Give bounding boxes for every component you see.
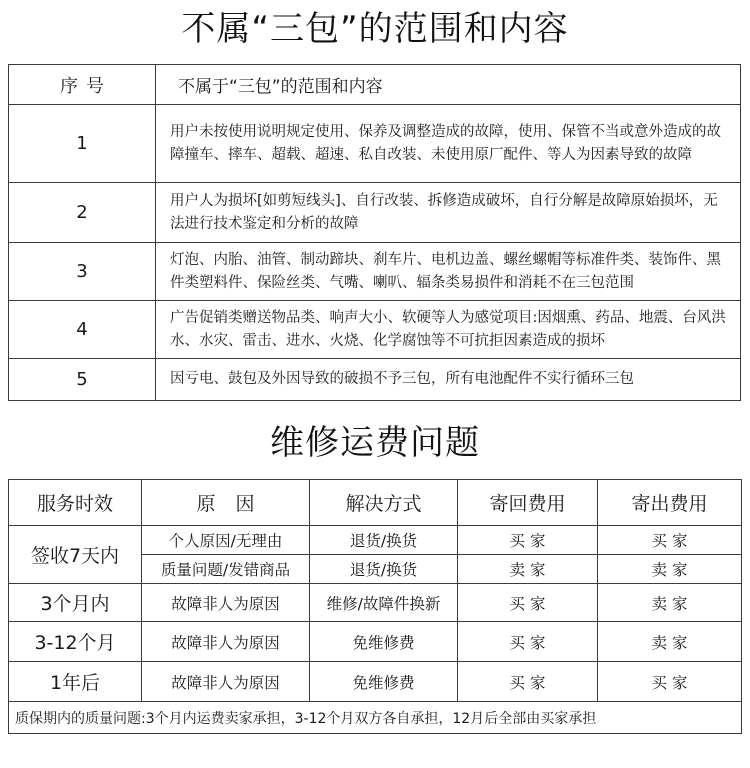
period-cell: 1年后 — [9, 662, 142, 702]
shipping-title: 维修运费问题 — [270, 423, 480, 463]
solution-cell: 免维修费 — [310, 622, 458, 662]
reason-cell: 故障非人为原因 — [142, 662, 310, 702]
period-cell: 签收7天内 — [9, 526, 142, 584]
scope-row-text: 灯泡、内胎、油管、制动蹄块、刹车片、电机边盖、螺丝螺帽等标准件类、装饰件、黑件类塑料件、保险丝类、气嘴、喇叭、辐条类易损件和消耗不在三包范围 — [156, 243, 741, 301]
return-fee-cell: 买 家 — [458, 622, 598, 662]
scope-table — [8, 64, 741, 401]
header-period: 服务时效 — [9, 480, 142, 526]
shipping-note-row — [9, 702, 742, 734]
scope-header-description: 不属于“三包”的范围和内容 — [156, 65, 741, 105]
scope-row-number: 2 — [9, 183, 156, 243]
scope-header-row — [9, 65, 741, 105]
scope-row — [9, 359, 741, 401]
shipping-row — [9, 622, 742, 662]
shipping-row — [9, 584, 742, 622]
scope-header-number: 序号 — [9, 65, 156, 105]
scope-row — [9, 105, 741, 183]
send-fee-cell: 买 家 — [598, 662, 742, 702]
solution-cell: 免维修费 — [310, 662, 458, 702]
header-return-fee: 寄回费用 — [458, 480, 598, 526]
shipping-row — [9, 526, 742, 555]
solution-cell: 退货/换货 — [310, 555, 458, 584]
scope-row — [9, 183, 741, 243]
scope-row-number: 5 — [9, 359, 156, 401]
scope-row — [9, 301, 741, 359]
send-fee-cell: 卖 家 — [598, 555, 742, 584]
header-send-fee: 寄出费用 — [598, 480, 742, 526]
return-fee-cell: 买 家 — [458, 662, 598, 702]
reason-cell: 质量问题/发错商品 — [142, 555, 310, 584]
return-fee-cell: 卖 家 — [458, 555, 598, 584]
scope-title: 不属“三包”的范围和内容 — [181, 9, 569, 49]
period-cell: 3-12个月 — [9, 622, 142, 662]
solution-cell: 退货/换货 — [310, 526, 458, 555]
reason-cell: 故障非人为原因 — [142, 622, 310, 662]
scope-row-number: 1 — [9, 105, 156, 183]
scope-row-text: 广告促销类赠送物品类、响声大小、软硬等人为感觉项目:因烟熏、药品、地震、台风洪水、水灾、雷击、进水、火烧、化学腐蚀等不可抗拒因素造成的损坏 — [156, 301, 741, 359]
scope-row-text: 因亏电、鼓包及外因导致的破损不予三包，所有电池配件不实行循环三包 — [156, 359, 741, 401]
header-solution: 解决方式 — [310, 480, 458, 526]
send-fee-cell: 卖 家 — [598, 622, 742, 662]
scope-row-number: 4 — [9, 301, 156, 359]
scope-row-text: 用户未按使用说明规定使用、保养及调整造成的故障，使用、保管不当或意外造成的故障撞车、摔车、超载、超速、私自改装、未使用原厂配件、等人为因素导致的故障 — [156, 105, 741, 183]
shipping-header-row — [9, 480, 742, 526]
return-fee-cell: 买 家 — [458, 526, 598, 555]
scope-row-text: 用户人为损坏[如剪短线头]、自行改装、拆修造成破坏，自行分解是故障原始损坏，无法进行技术鉴定和分析的故障 — [156, 183, 741, 243]
header-reason: 原 因 — [142, 480, 310, 526]
return-fee-cell: 买 家 — [458, 584, 598, 622]
scope-row — [9, 243, 741, 301]
period-cell: 3个月内 — [9, 584, 142, 622]
send-fee-cell: 买 家 — [598, 526, 742, 555]
scope-row-number: 3 — [9, 243, 156, 301]
shipping-note: 质保期内的质量问题:3个月内运费卖家承担，3-12个月双方各自承担，12月后全部由买家承担 — [9, 702, 742, 734]
shipping-row — [9, 662, 742, 702]
reason-cell: 故障非人为原因 — [142, 584, 310, 622]
reason-cell: 个人原因/无理由 — [142, 526, 310, 555]
solution-cell: 维修/故障件换新 — [310, 584, 458, 622]
shipping-table — [8, 479, 742, 734]
send-fee-cell: 卖 家 — [598, 584, 742, 622]
